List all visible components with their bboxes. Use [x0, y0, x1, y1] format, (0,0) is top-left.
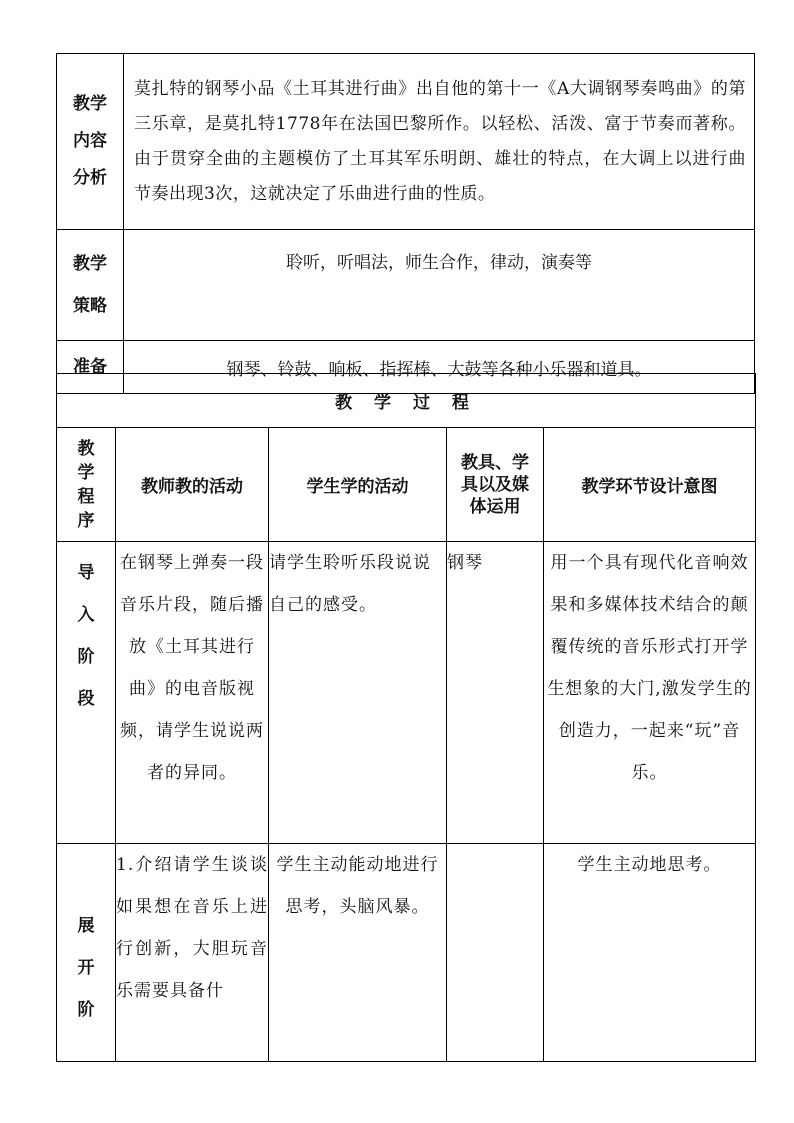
- preparation-label: 准备: [57, 341, 124, 394]
- strategy-label: 教学策略: [57, 230, 124, 341]
- design-intent-development: 学生主动地思考。: [544, 844, 756, 1062]
- media-intro: 钢琴: [447, 542, 544, 844]
- stage-development: 展开阶: [57, 844, 116, 1062]
- teaching-process-table: [56, 373, 756, 1062]
- teacher-activity-development: 1.介绍请学生谈谈如果想在音乐上进行创新，大胆玩音乐需要具备什: [116, 844, 269, 1062]
- header-design: 教学环节设计意图: [544, 428, 756, 542]
- process-title: 教 学 过 程: [57, 374, 756, 428]
- header-student: 学生学的活动: [269, 428, 447, 542]
- stage-intro: 导入阶段: [57, 542, 116, 844]
- header-stage: 教学程序: [57, 428, 116, 542]
- media-development: [447, 844, 544, 1062]
- table-row: [57, 844, 756, 1062]
- content-analysis-label: 教学内容分析: [57, 54, 124, 230]
- preparation-text: 钢琴、铃鼓、响板、指挥棒、大鼓等各种小乐器和道具。: [124, 341, 755, 394]
- header-media: 教具、学具以及媒体运用: [447, 428, 544, 542]
- student-activity-development: 学生主动能动地进行思考，头脑风暴。: [269, 844, 447, 1062]
- student-activity-intro: 请学生聆听乐段说说自己的感受。: [269, 542, 447, 844]
- header-teacher: 教师教的活动: [116, 428, 269, 542]
- table-row: [57, 542, 756, 844]
- design-intent-intro: 用一个具有现代化音响效果和多媒体技术结合的颠覆传统的音乐形式打开学生想象的大门,激发学生的创造力，一起来“玩”音乐。: [544, 542, 756, 844]
- strategy-text: 聆听，听唱法，师生合作，律动，演奏等: [124, 230, 755, 341]
- content-analysis-text: 莫扎特的钢琴小品《土耳其进行曲》出自他的第十一《A大调钢琴奏鸣曲》的第三乐章，是莫扎特1778年在法国巴黎所作。以轻松、活泼、富于节奏而著称。由于贯穿全曲的主题模仿了土耳其军乐明朗、雄壮的特点，在大调上以进行曲节奏出现3次，这就决定了乐曲进行曲的性质。: [124, 54, 755, 230]
- lesson-info-table: [56, 53, 755, 394]
- teacher-activity-intro: 在钢琴上弹奏一段音乐片段，随后播放《土耳其进行曲》的电音版视频，请学生说说两者的异同。: [116, 542, 269, 844]
